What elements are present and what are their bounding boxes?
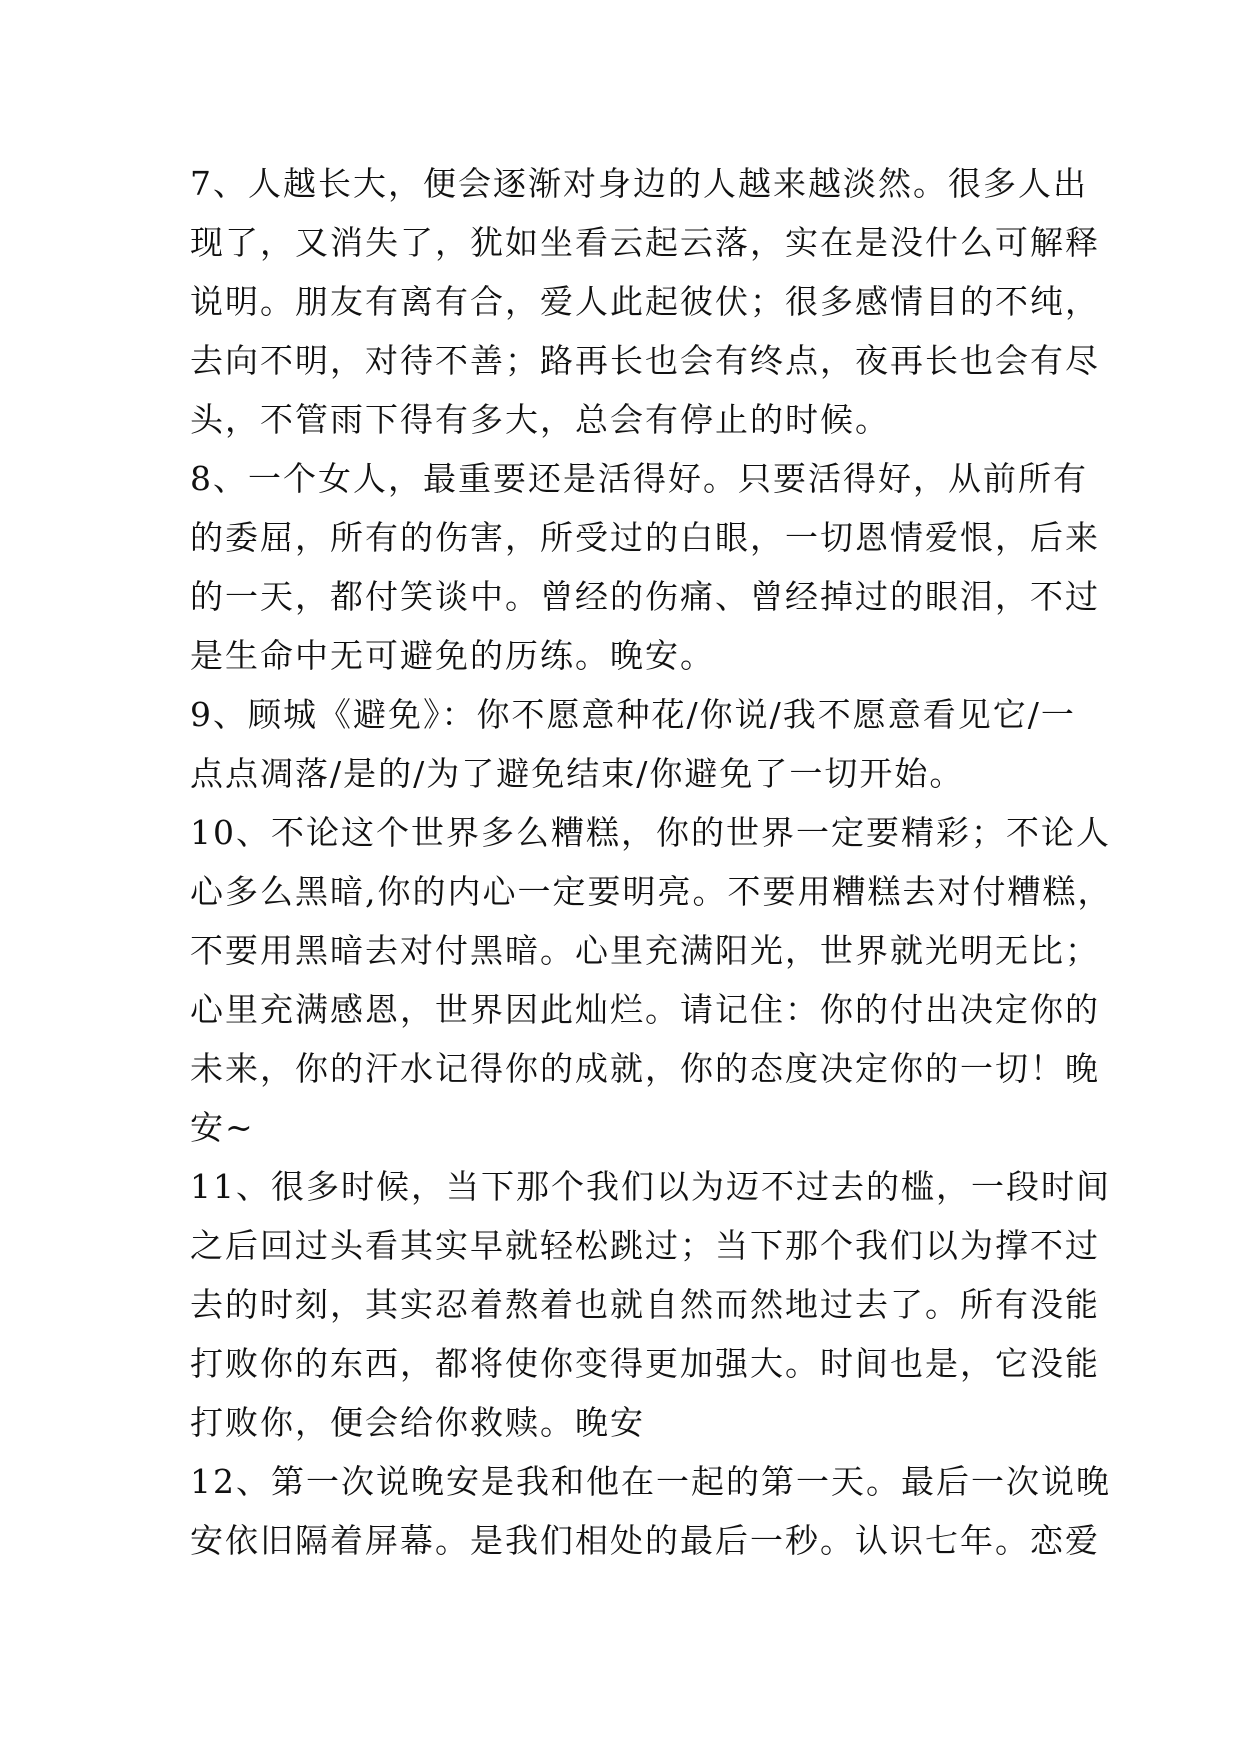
text-line: 7、人越长大，便会逐渐对身边的人越来越淡然。很多人出 [190, 164, 1088, 203]
document-body [190, 154, 1113, 1570]
text-line: 未来，你的汗水记得你的成就，你的态度决定你的一切！晚 [190, 1049, 1100, 1088]
text-line: 8、一个女人，最重要还是活得好。只要活得好，从前所有 [190, 459, 1088, 498]
text-line: 头，不管雨下得有多大，总会有停止的时候。 [190, 400, 890, 439]
text-line: 现了，又消失了，犹如坐看云起云落，实在是没什么可解释 [190, 223, 1100, 262]
text-line: 的一天，都付笑谈中。曾经的伤痛、曾经掉过的眼泪，不过 [190, 577, 1100, 616]
text-line: 的委屈，所有的伤害，所受过的白眼，一切恩情爱恨，后来 [190, 518, 1100, 557]
text-line: 打败你，便会给你救赎。晚安 [190, 1403, 645, 1442]
text-line: 心里充满感恩，世界因此灿烂。请记住：你的付出决定你的 [190, 990, 1100, 1029]
text-line: 点点凋落/是的/为了避免结束/你避免了一切开始。 [190, 754, 965, 793]
text-line: 之后回过头看其实早就轻松跳过；当下那个我们以为撑不过 [190, 1226, 1100, 1265]
text-line: 12、第一次说晚安是我和他在一起的第一天。最后一次说晚 [190, 1462, 1111, 1501]
text-line: 去的时刻，其实忍着熬着也就自然而然地过去了。所有没能 [190, 1285, 1100, 1324]
text-line: 去向不明，对待不善；路再长也会有终点，夜再长也会有尽 [190, 341, 1100, 380]
text-line: 安依旧隔着屏幕。是我们相处的最后一秒。认识七年。恋爱 [190, 1521, 1100, 1560]
text-line: 说明。朋友有离有合，爱人此起彼伏；很多感情目的不纯， [190, 282, 1100, 321]
text-line: 安~ [190, 1108, 255, 1147]
text-line: 打败你的东西，都将使你变得更加强大。时间也是，它没能 [190, 1344, 1100, 1383]
text-line: 不要用黑暗去对付黑暗。心里充满阳光，世界就光明无比； [190, 931, 1100, 970]
text-line: 11、很多时候，当下那个我们以为迈不过去的槛，一段时间 [190, 1167, 1111, 1206]
text-line: 10、不论这个世界多么糟糕，你的世界一定要精彩；不论人 [190, 813, 1111, 852]
text-line: 9、顾城《避免》：你不愿意种花/你说/我不愿意看见它/一 [190, 695, 1076, 734]
text-line: 心多么黑暗,你的内心一定要明亮。不要用糟糕去对付糟糕， [190, 872, 1113, 911]
text-line: 是生命中无可避免的历练。晚安。 [190, 636, 715, 675]
